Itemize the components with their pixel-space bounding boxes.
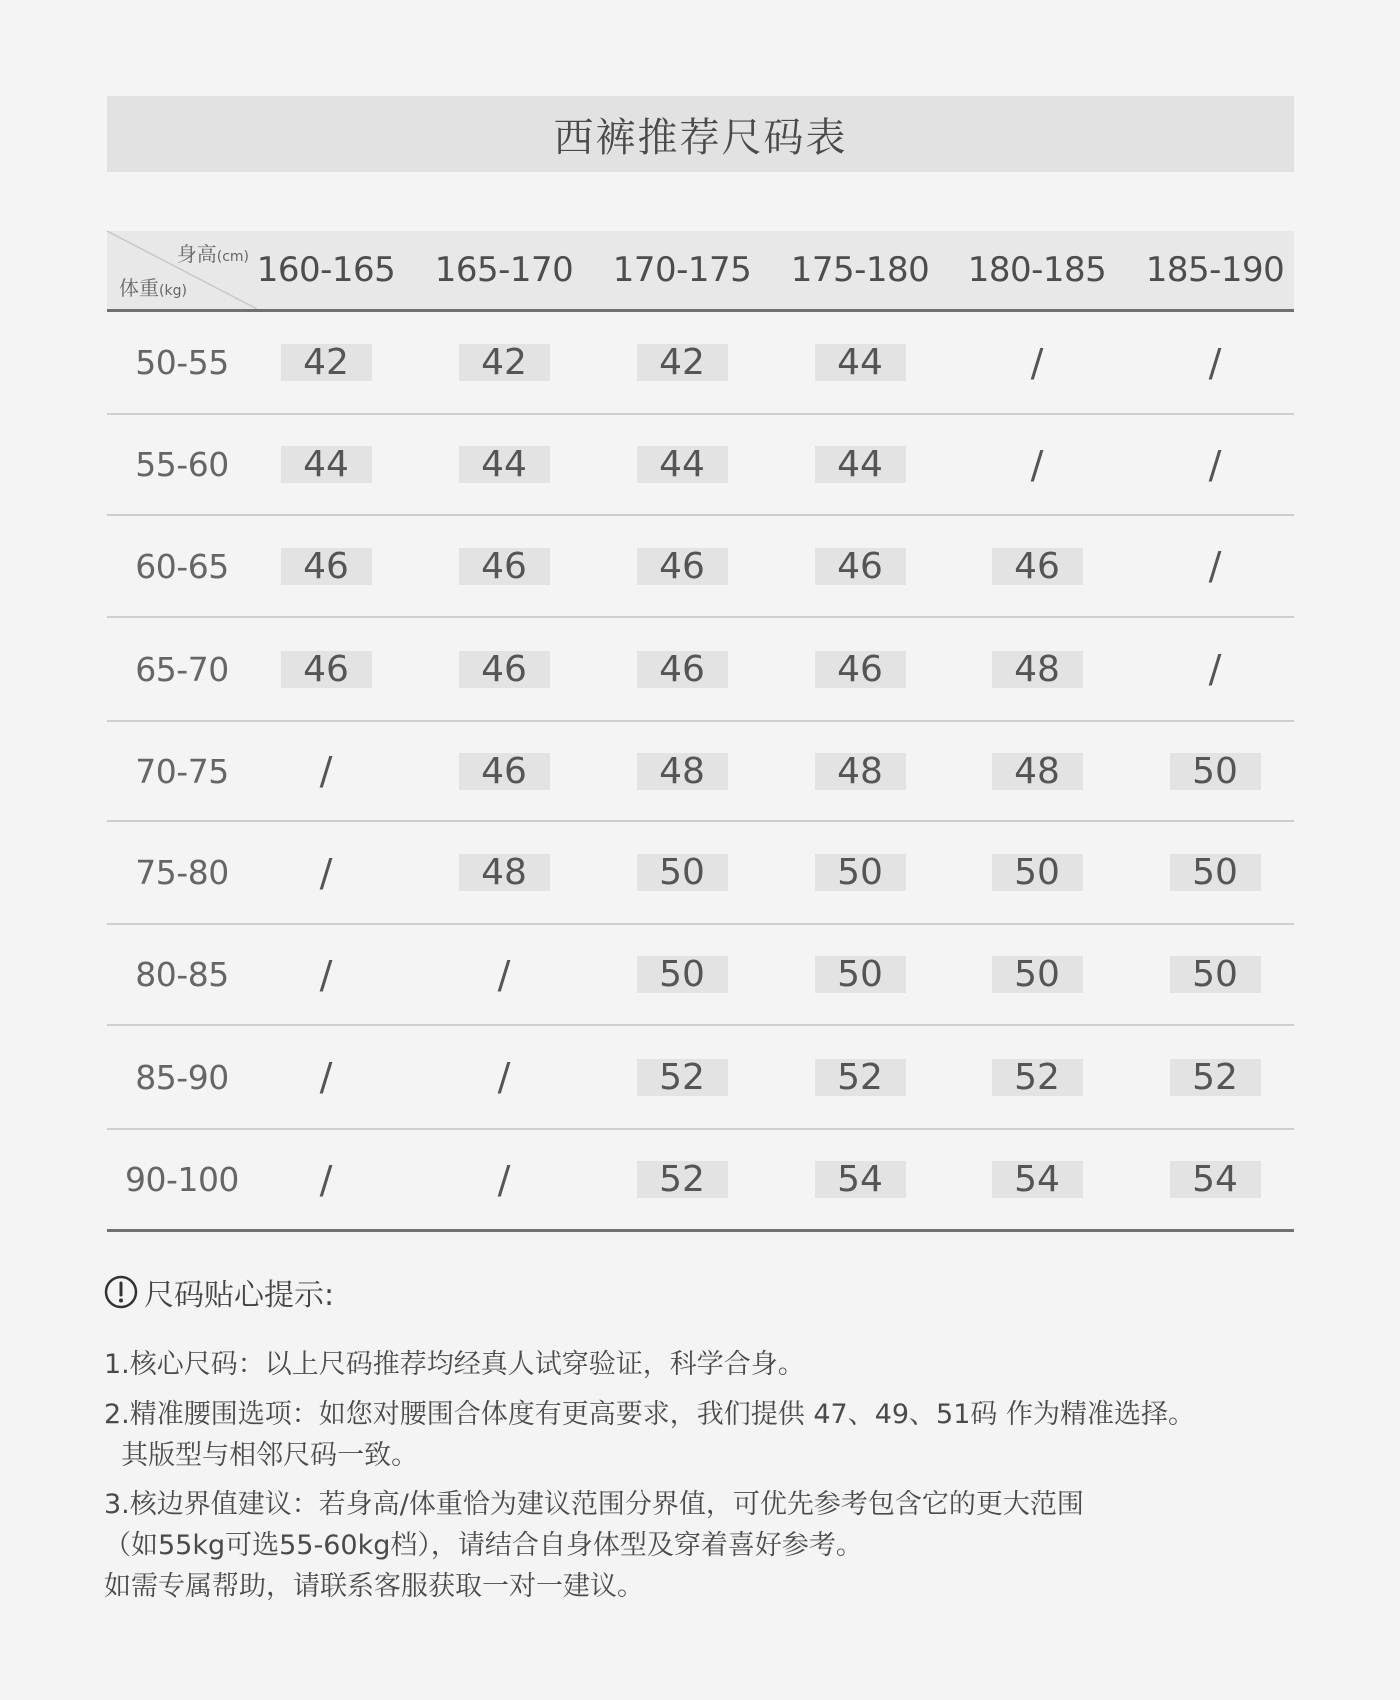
height-header-cell: 165-170 bbox=[434, 250, 574, 290]
size-cell bbox=[415, 722, 593, 820]
size-chip: 46 bbox=[459, 548, 550, 585]
size-cell bbox=[1126, 312, 1304, 413]
size-cell bbox=[237, 618, 415, 720]
table-row bbox=[107, 722, 1294, 822]
size-chip: 52 bbox=[992, 1059, 1083, 1096]
weight-axis-label: 体重(kg) bbox=[119, 276, 187, 300]
size-chip: 46 bbox=[459, 753, 550, 790]
size-cell bbox=[771, 516, 949, 616]
size-cell bbox=[415, 516, 593, 616]
size-chip: 44 bbox=[459, 446, 550, 483]
size-chip: 48 bbox=[459, 854, 550, 891]
size-cell bbox=[415, 415, 593, 514]
size-cell bbox=[771, 1026, 949, 1128]
size-cell bbox=[1126, 415, 1304, 514]
weight-cell: 60-65 bbox=[135, 546, 229, 586]
table-row bbox=[107, 312, 1294, 415]
size-chip: 44 bbox=[637, 446, 728, 483]
table-row bbox=[107, 415, 1294, 516]
size-cell bbox=[237, 415, 415, 514]
height-axis-label: 身高(cm) bbox=[176, 242, 249, 266]
size-chip: 54 bbox=[992, 1161, 1083, 1198]
size-chip: 52 bbox=[637, 1059, 728, 1096]
size-chip: 44 bbox=[815, 446, 906, 483]
size-cell bbox=[1126, 1026, 1304, 1128]
size-tips bbox=[104, 1272, 1304, 1602]
size-cell bbox=[1126, 1130, 1304, 1229]
tip-line: 如需专属帮助，请联系客服获取一对一建议。 bbox=[104, 1571, 644, 1602]
size-cell bbox=[593, 415, 771, 514]
not-available-mark: / bbox=[319, 850, 333, 895]
size-chip: 46 bbox=[637, 651, 728, 688]
size-chip: 54 bbox=[1170, 1161, 1261, 1198]
size-chip: 42 bbox=[459, 344, 550, 381]
size-cell bbox=[771, 312, 949, 413]
size-cell bbox=[593, 516, 771, 616]
weight-cell: 50-55 bbox=[135, 343, 229, 382]
size-chip: 48 bbox=[992, 753, 1083, 790]
page-title: 西裤推荐尺码表 bbox=[553, 114, 848, 161]
size-chip: 42 bbox=[281, 344, 372, 381]
not-available-mark: / bbox=[319, 1055, 333, 1099]
size-chip: 50 bbox=[1170, 956, 1261, 993]
not-available-mark: / bbox=[1208, 647, 1222, 691]
size-chip: 50 bbox=[992, 854, 1083, 891]
not-available-mark: / bbox=[319, 749, 333, 793]
size-cell bbox=[948, 516, 1126, 616]
size-cell bbox=[415, 1026, 593, 1128]
size-cell bbox=[415, 925, 593, 1024]
weight-cell: 55-60 bbox=[135, 445, 229, 484]
size-cell bbox=[237, 822, 415, 923]
tip-line: 其版型与相邻尺码一致。 bbox=[104, 1440, 419, 1471]
not-available-mark: / bbox=[1030, 340, 1044, 385]
tip-line: （如55kg可选55-60kg档），请结合自身体型及穿着喜好参考。 bbox=[104, 1530, 863, 1561]
size-chip: 48 bbox=[637, 753, 728, 790]
size-cell bbox=[948, 312, 1126, 413]
size-cell bbox=[948, 1026, 1126, 1128]
size-cell bbox=[948, 1130, 1126, 1229]
size-chip: 46 bbox=[281, 548, 372, 585]
size-chip: 46 bbox=[992, 548, 1083, 585]
size-cell bbox=[1126, 618, 1304, 720]
size-cell bbox=[1126, 822, 1304, 923]
size-cell bbox=[415, 822, 593, 923]
header-corner-cell bbox=[107, 231, 257, 309]
height-header-cell: 185-190 bbox=[1145, 250, 1285, 290]
size-cell bbox=[415, 618, 593, 720]
size-cell bbox=[237, 925, 415, 1024]
not-available-mark: / bbox=[1208, 340, 1222, 385]
size-chip: 50 bbox=[637, 854, 728, 891]
size-cell bbox=[593, 618, 771, 720]
not-available-mark: / bbox=[1208, 544, 1222, 588]
size-chip: 42 bbox=[637, 344, 728, 381]
size-cell bbox=[237, 312, 415, 413]
table-row bbox=[107, 822, 1294, 925]
size-cell bbox=[948, 415, 1126, 514]
not-available-mark: / bbox=[319, 1157, 333, 1202]
table-row bbox=[107, 516, 1294, 618]
size-chip: 46 bbox=[815, 651, 906, 688]
size-cell bbox=[415, 1130, 593, 1229]
size-chip: 50 bbox=[815, 854, 906, 891]
size-chip: 46 bbox=[459, 651, 550, 688]
tips-heading bbox=[104, 1272, 1304, 1312]
alert-circle-icon bbox=[104, 1275, 138, 1309]
height-header-cell: 180-185 bbox=[967, 250, 1107, 290]
table-row bbox=[107, 925, 1294, 1026]
size-chip: 52 bbox=[1170, 1059, 1261, 1096]
size-chip: 46 bbox=[637, 548, 728, 585]
weight-cell: 90-100 bbox=[125, 1160, 239, 1199]
size-chip: 48 bbox=[815, 753, 906, 790]
size-cell bbox=[237, 1130, 415, 1229]
size-cell bbox=[593, 312, 771, 413]
table-row bbox=[107, 1026, 1294, 1130]
size-chip: 52 bbox=[637, 1161, 728, 1198]
size-chip: 46 bbox=[815, 548, 906, 585]
size-cell bbox=[1126, 516, 1304, 616]
tip-line: 2.精准腰围选项：如您对腰围合体度有更高要求，我们提供 47、49、51码 作为精准选择。 bbox=[104, 1399, 1195, 1430]
not-available-mark: / bbox=[497, 1157, 511, 1202]
size-chip: 54 bbox=[815, 1161, 906, 1198]
size-cell bbox=[771, 822, 949, 923]
size-cell bbox=[771, 925, 949, 1024]
size-cell bbox=[593, 722, 771, 820]
weight-cell: 75-80 bbox=[135, 853, 229, 892]
weight-cell: 70-75 bbox=[135, 751, 229, 791]
size-cell bbox=[593, 822, 771, 923]
tip-line: 1.核心尺码：以上尺码推荐均经真人试穿验证，科学合身。 bbox=[104, 1349, 805, 1380]
title-bar bbox=[107, 96, 1294, 172]
size-cell bbox=[948, 925, 1126, 1024]
tip-line: 3.核边界值建议：若身高/体重恰为建议范围分界值，可优先参考包含它的更大范围 bbox=[104, 1489, 1084, 1520]
size-cell bbox=[771, 618, 949, 720]
size-cell bbox=[771, 1130, 949, 1229]
size-chip: 44 bbox=[815, 344, 906, 381]
not-available-mark: / bbox=[1208, 442, 1222, 487]
size-chip: 48 bbox=[992, 651, 1083, 688]
not-available-mark: / bbox=[1030, 442, 1044, 487]
size-table bbox=[107, 231, 1294, 1232]
size-cell bbox=[415, 312, 593, 413]
height-header-cell: 175-180 bbox=[790, 250, 930, 290]
not-available-mark: / bbox=[497, 952, 511, 997]
size-cell bbox=[237, 1026, 415, 1128]
size-cell bbox=[593, 925, 771, 1024]
not-available-mark: / bbox=[319, 952, 333, 997]
weight-cell: 80-85 bbox=[135, 955, 229, 994]
size-chip: 50 bbox=[992, 956, 1083, 993]
size-chip: 44 bbox=[281, 446, 372, 483]
size-chip: 50 bbox=[1170, 753, 1261, 790]
size-chip: 52 bbox=[815, 1059, 906, 1096]
size-cell bbox=[771, 722, 949, 820]
table-row bbox=[107, 1130, 1294, 1232]
size-cell bbox=[948, 618, 1126, 720]
not-available-mark: / bbox=[497, 1055, 511, 1099]
weight-cell: 85-90 bbox=[135, 1057, 229, 1097]
size-cell bbox=[948, 822, 1126, 923]
size-chip: 46 bbox=[281, 651, 372, 688]
size-cell bbox=[593, 1130, 771, 1229]
weight-cell: 65-70 bbox=[135, 649, 229, 689]
size-cell bbox=[1126, 722, 1304, 820]
tips-title: 尺码贴心提示: bbox=[144, 1278, 335, 1313]
size-cell bbox=[237, 516, 415, 616]
size-cell bbox=[593, 1026, 771, 1128]
table-header bbox=[107, 231, 1294, 312]
height-header-cell: 170-175 bbox=[612, 250, 752, 290]
size-chip: 50 bbox=[815, 956, 906, 993]
size-cell bbox=[1126, 925, 1304, 1024]
size-cell bbox=[237, 722, 415, 820]
size-cell bbox=[948, 722, 1126, 820]
height-header-cell: 160-165 bbox=[256, 250, 396, 290]
size-chip: 50 bbox=[1170, 854, 1261, 891]
size-cell bbox=[771, 415, 949, 514]
table-row bbox=[107, 618, 1294, 722]
size-chip: 50 bbox=[637, 956, 728, 993]
